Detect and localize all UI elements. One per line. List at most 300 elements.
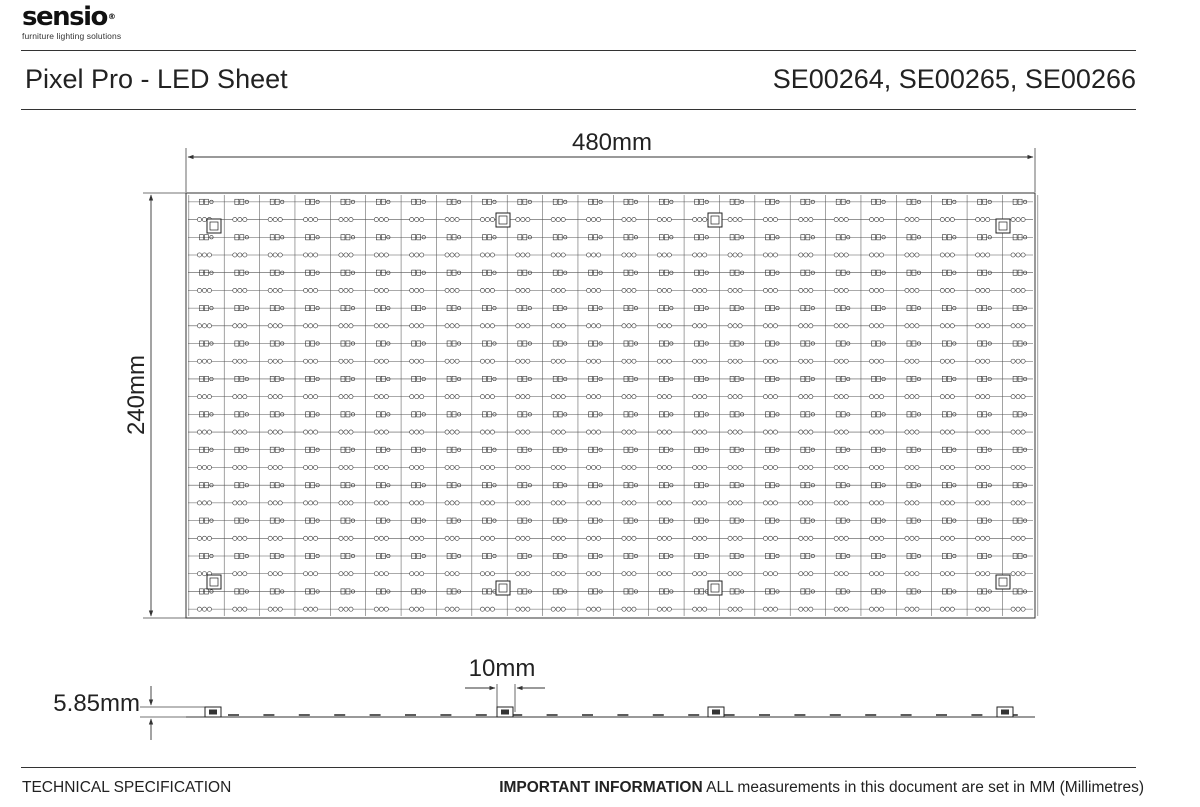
led-pad-icon — [733, 359, 737, 363]
led-pad-icon — [763, 536, 767, 540]
led-pad-icon — [945, 359, 949, 363]
led-pad-icon — [197, 572, 201, 576]
led-pad-icon — [202, 465, 206, 469]
led-pad-icon — [733, 536, 737, 540]
led-pad-icon — [698, 501, 702, 505]
led-pad-icon — [1016, 607, 1020, 611]
led-pad-icon — [1021, 607, 1025, 611]
led-pad-icon — [344, 217, 348, 221]
led-pad-icon — [799, 430, 803, 434]
led-pad-icon — [278, 253, 282, 257]
led-pad-icon — [738, 536, 742, 540]
led-pad-icon — [410, 324, 414, 328]
led-pad-icon — [693, 465, 697, 469]
width-label: 480mm — [571, 129, 653, 156]
led-pad-icon — [839, 395, 843, 399]
led-pad-icon — [945, 501, 949, 505]
led-pad-icon — [622, 572, 626, 576]
led-pad-icon — [703, 572, 707, 576]
led-pad-icon — [773, 430, 777, 434]
led-pad-icon — [450, 395, 454, 399]
led-pad-icon — [662, 253, 666, 257]
led-pad-icon — [738, 324, 742, 328]
led-pad-icon — [768, 607, 772, 611]
led-pad-icon — [910, 288, 914, 292]
led-pad-icon — [374, 253, 378, 257]
brand-name: sensio — [22, 2, 107, 32]
led-pad-icon — [313, 324, 317, 328]
led-pad-icon — [632, 217, 636, 221]
led-pad-icon — [768, 217, 772, 221]
led-pad-icon — [238, 217, 242, 221]
led-pad-icon — [844, 465, 848, 469]
led-pad-icon — [551, 536, 555, 540]
led-pad-icon — [303, 501, 307, 505]
led-pad-icon — [450, 607, 454, 611]
footer-important-info — [499, 779, 1144, 797]
led-pad-icon — [303, 217, 307, 221]
led-pad-icon — [763, 430, 767, 434]
led-pad-icon — [556, 536, 560, 540]
led-pad-icon — [349, 395, 353, 399]
led-pad-icon — [526, 572, 530, 576]
led-pad-icon — [809, 288, 813, 292]
led-pad-icon — [420, 253, 424, 257]
led-pad-icon — [596, 253, 600, 257]
led-pad-icon — [940, 607, 944, 611]
led-pad-icon — [657, 572, 661, 576]
led-pad-icon — [556, 395, 560, 399]
led-pad-icon — [809, 253, 813, 257]
led-pad-icon — [556, 288, 560, 292]
led-pad-icon — [940, 395, 944, 399]
led-pad-icon — [516, 572, 520, 576]
led-pad-icon — [445, 359, 449, 363]
led-pad-icon — [415, 501, 419, 505]
led-pad-icon — [632, 430, 636, 434]
led-pad-icon — [703, 430, 707, 434]
led-pad-icon — [420, 536, 424, 540]
led-pad-icon — [940, 324, 944, 328]
led-pad-icon — [238, 288, 242, 292]
led-pad-icon — [627, 288, 631, 292]
led-pad-icon — [445, 501, 449, 505]
led-pad-icon — [905, 607, 909, 611]
led-pad-icon — [303, 288, 307, 292]
led-pad-icon — [905, 217, 909, 221]
led-pad-icon — [804, 359, 808, 363]
led-pad-icon — [445, 536, 449, 540]
led-pad-icon — [596, 359, 600, 363]
led-pad-icon — [981, 607, 985, 611]
led-pad-icon — [243, 572, 247, 576]
led-pad-icon — [238, 501, 242, 505]
led-pad-icon — [197, 465, 201, 469]
led-pad-icon — [950, 324, 954, 328]
led-pad-icon — [379, 465, 383, 469]
led-pad-icon — [308, 217, 312, 221]
connector-icon — [708, 213, 722, 227]
led-pad-icon — [940, 253, 944, 257]
led-pad-icon — [303, 465, 307, 469]
led-pad-icon — [839, 572, 843, 576]
led-pad-icon — [698, 607, 702, 611]
led-pad-icon — [197, 395, 201, 399]
led-pad-icon — [480, 217, 484, 221]
led-pad-icon — [278, 572, 282, 576]
led-pad-icon — [834, 217, 838, 221]
led-pad-icon — [986, 536, 990, 540]
led-pad-icon — [1021, 536, 1025, 540]
led-pad-icon — [490, 217, 494, 221]
led-pad-icon — [804, 324, 808, 328]
led-pad-icon — [1016, 253, 1020, 257]
led-pad-icon — [905, 465, 909, 469]
led-pad-icon — [596, 217, 600, 221]
led-pad-icon — [445, 607, 449, 611]
led-pad-icon — [485, 217, 489, 221]
led-pad-icon — [278, 607, 282, 611]
led-pad-icon — [596, 501, 600, 505]
led-pad-icon — [693, 572, 697, 576]
led-pad-icon — [773, 536, 777, 540]
led-pad-icon — [455, 253, 459, 257]
connector-icon — [496, 213, 510, 227]
led-pad-icon — [197, 288, 201, 292]
led-pad-icon — [243, 395, 247, 399]
led-pad-icon — [976, 465, 980, 469]
led-pad-icon — [773, 572, 777, 576]
led-pad-icon — [976, 288, 980, 292]
led-pad-icon — [799, 359, 803, 363]
led-pad-icon — [415, 253, 419, 257]
led-pad-icon — [940, 572, 944, 576]
led-pad-icon — [799, 536, 803, 540]
led-pad-icon — [976, 253, 980, 257]
led-pad-icon — [596, 536, 600, 540]
led-pad-icon — [738, 395, 742, 399]
led-pad-icon — [950, 607, 954, 611]
led-pad-icon — [869, 572, 873, 576]
led-pad-icon — [738, 430, 742, 434]
led-pad-icon — [207, 359, 211, 363]
led-pad-icon — [976, 430, 980, 434]
led-pad-icon — [551, 217, 555, 221]
led-pad-icon — [945, 536, 949, 540]
led-pad-icon — [410, 288, 414, 292]
led-pad-icon — [207, 430, 211, 434]
led-pad-icon — [303, 324, 307, 328]
led-pad-icon — [233, 465, 237, 469]
led-pad-icon — [981, 572, 985, 576]
led-pad-icon — [410, 501, 414, 505]
led-pad-icon — [799, 501, 803, 505]
led-pad-icon — [238, 465, 242, 469]
led-pad-icon — [415, 607, 419, 611]
led-pad-icon — [1016, 288, 1020, 292]
led-pad-icon — [950, 536, 954, 540]
led-pad-icon — [662, 430, 666, 434]
led-pad-icon — [910, 395, 914, 399]
led-pad-icon — [698, 288, 702, 292]
led-pad-icon — [799, 253, 803, 257]
led-pad-icon — [693, 324, 697, 328]
led-pad-icon — [303, 536, 307, 540]
led-pad-icon — [733, 572, 737, 576]
led-pad-icon — [662, 324, 666, 328]
led-pad-icon — [455, 324, 459, 328]
led-pad-icon — [799, 288, 803, 292]
led-pad-icon — [662, 572, 666, 576]
led-pad-icon — [308, 395, 312, 399]
led-pad-icon — [490, 288, 494, 292]
profile-connector-core-icon — [209, 710, 217, 715]
led-pad-icon — [516, 288, 520, 292]
led-pad-icon — [910, 430, 914, 434]
led-pad-icon — [768, 501, 772, 505]
led-pad-icon — [945, 324, 949, 328]
led-pad-icon — [703, 288, 707, 292]
led-pad-icon — [733, 253, 737, 257]
led-pad-icon — [420, 572, 424, 576]
led-pad-icon — [804, 572, 808, 576]
led-pad-icon — [773, 288, 777, 292]
led-pad-icon — [238, 395, 242, 399]
led-pad-icon — [273, 465, 277, 469]
led-pad-icon — [384, 607, 388, 611]
led-pad-icon — [945, 395, 949, 399]
led-pad-icon — [874, 288, 878, 292]
led-pad-icon — [622, 395, 626, 399]
led-pad-icon — [622, 217, 626, 221]
led-pad-icon — [905, 359, 909, 363]
led-pad-icon — [207, 465, 211, 469]
led-pad-icon — [1011, 607, 1015, 611]
led-pad-icon — [809, 359, 813, 363]
product-title: Pixel Pro - LED Sheet — [25, 64, 288, 94]
led-pad-icon — [455, 395, 459, 399]
led-pad-icon — [981, 359, 985, 363]
led-pad-icon — [728, 253, 732, 257]
led-pad-icon — [339, 288, 343, 292]
led-pad-icon — [207, 607, 211, 611]
led-pad-icon — [869, 607, 873, 611]
led-pad-icon — [526, 536, 530, 540]
led-pad-icon — [561, 395, 565, 399]
led-pad-icon — [379, 324, 383, 328]
led-pad-icon — [693, 359, 697, 363]
led-pad-icon — [349, 607, 353, 611]
pitch-dimension — [465, 655, 545, 712]
led-pad-icon — [950, 288, 954, 292]
led-pad-icon — [622, 501, 626, 505]
led-pad-icon — [238, 359, 242, 363]
profile-connector-core-icon — [501, 710, 509, 715]
led-pad-icon — [1011, 359, 1015, 363]
led-pad-icon — [915, 536, 919, 540]
led-pad-icon — [839, 253, 843, 257]
led-pad-icon — [374, 288, 378, 292]
led-pad-icon — [834, 430, 838, 434]
led-pad-icon — [485, 607, 489, 611]
led-pad-icon — [698, 217, 702, 221]
led-pad-icon — [591, 217, 595, 221]
led-pad-icon — [667, 288, 671, 292]
led-pad-icon — [986, 288, 990, 292]
led-pad-icon — [799, 324, 803, 328]
led-pad-icon — [728, 607, 732, 611]
led-pad-icon — [526, 288, 530, 292]
led-pad-icon — [728, 395, 732, 399]
led-pad-icon — [243, 607, 247, 611]
led-pad-icon — [874, 359, 878, 363]
led-pad-icon — [728, 359, 732, 363]
led-pad-icon — [874, 217, 878, 221]
led-pad-icon — [480, 324, 484, 328]
led-pad-icon — [1021, 501, 1025, 505]
led-pad-icon — [627, 607, 631, 611]
led-pad-icon — [243, 253, 247, 257]
led-pad-icon — [238, 253, 242, 257]
led-pad-icon — [384, 395, 388, 399]
led-pad-icon — [485, 253, 489, 257]
led-pad-icon — [526, 430, 530, 434]
led-pad-icon — [233, 572, 237, 576]
led-pad-icon — [879, 253, 883, 257]
led-pad-icon — [313, 536, 317, 540]
led-pad-icon — [986, 217, 990, 221]
led-pad-icon — [349, 217, 353, 221]
led-pad-icon — [1011, 465, 1015, 469]
led-pad-icon — [950, 572, 954, 576]
led-pad-icon — [349, 536, 353, 540]
led-pad-icon — [420, 501, 424, 505]
led-pad-icon — [905, 324, 909, 328]
led-pad-icon — [445, 288, 449, 292]
led-pad-icon — [374, 430, 378, 434]
led-pad-icon — [410, 607, 414, 611]
led-pad-icon — [915, 324, 919, 328]
led-pad-icon — [728, 501, 732, 505]
led-pad-icon — [445, 253, 449, 257]
led-pad-icon — [773, 253, 777, 257]
led-pad-icon — [202, 607, 206, 611]
led-pad-icon — [207, 288, 211, 292]
led-pad-icon — [976, 395, 980, 399]
led-pad-icon — [1016, 430, 1020, 434]
led-pad-icon — [915, 430, 919, 434]
led-pad-icon — [410, 536, 414, 540]
led-pad-icon — [738, 501, 742, 505]
led-pad-icon — [273, 324, 277, 328]
led-pad-icon — [238, 536, 242, 540]
led-pad-icon — [521, 395, 525, 399]
led-pad-icon — [516, 395, 520, 399]
led-pad-icon — [738, 607, 742, 611]
led-pad-icon — [551, 395, 555, 399]
led-pad-icon — [521, 288, 525, 292]
led-pad-icon — [339, 501, 343, 505]
led-pad-icon — [339, 324, 343, 328]
led-pad-icon — [1016, 572, 1020, 576]
led-pad-icon — [561, 359, 565, 363]
led-pad-icon — [526, 253, 530, 257]
led-pad-icon — [344, 465, 348, 469]
led-pad-icon — [410, 430, 414, 434]
led-pad-icon — [591, 465, 595, 469]
led-pad-icon — [763, 465, 767, 469]
led-pad-icon — [874, 607, 878, 611]
led-pad-icon — [344, 288, 348, 292]
led-pad-icon — [698, 572, 702, 576]
led-pad-icon — [763, 572, 767, 576]
led-pad-icon — [561, 253, 565, 257]
led-pad-icon — [869, 430, 873, 434]
led-pad-icon — [339, 536, 343, 540]
led-pad-icon — [768, 536, 772, 540]
led-pad-icon — [662, 465, 666, 469]
led-pad-icon — [662, 217, 666, 221]
led-pad-icon — [945, 253, 949, 257]
led-pad-icon — [591, 607, 595, 611]
led-pad-icon — [728, 465, 732, 469]
led-pad-icon — [268, 607, 272, 611]
led-pad-icon — [445, 395, 449, 399]
led-pad-icon — [445, 572, 449, 576]
led-pad-icon — [733, 501, 737, 505]
led-pad-icon — [313, 288, 317, 292]
led-pad-icon — [586, 359, 590, 363]
led-pad-icon — [339, 572, 343, 576]
led-pad-icon — [420, 359, 424, 363]
led-pad-icon — [521, 359, 525, 363]
led-pad-icon — [627, 217, 631, 221]
led-pad-icon — [455, 288, 459, 292]
led-pad-icon — [344, 395, 348, 399]
led-pad-icon — [308, 465, 312, 469]
led-pad-icon — [490, 607, 494, 611]
led-pad-icon — [879, 501, 883, 505]
led-pad-icon — [976, 324, 980, 328]
led-pad-icon — [202, 395, 206, 399]
led-pad-icon — [763, 395, 767, 399]
led-pad-icon — [879, 324, 883, 328]
led-pad-icon — [809, 465, 813, 469]
led-pad-icon — [415, 359, 419, 363]
led-pad-icon — [905, 536, 909, 540]
connector-icon — [207, 219, 221, 233]
led-pad-icon — [657, 395, 661, 399]
led-pad-icon — [839, 288, 843, 292]
led-pad-icon — [556, 501, 560, 505]
led-pad-icon — [313, 253, 317, 257]
led-pad-icon — [809, 501, 813, 505]
led-pad-icon — [561, 607, 565, 611]
led-pad-icon — [728, 288, 732, 292]
led-pad-icon — [839, 607, 843, 611]
led-pad-icon — [202, 430, 206, 434]
led-pad-icon — [768, 572, 772, 576]
led-pad-icon — [627, 395, 631, 399]
led-pad-icon — [556, 572, 560, 576]
led-pad-icon — [667, 430, 671, 434]
led-pad-icon — [384, 288, 388, 292]
led-pad-icon — [768, 288, 772, 292]
led-pad-icon — [981, 288, 985, 292]
led-pad-icon — [379, 536, 383, 540]
led-pad-icon — [526, 395, 530, 399]
led-pad-icon — [981, 253, 985, 257]
